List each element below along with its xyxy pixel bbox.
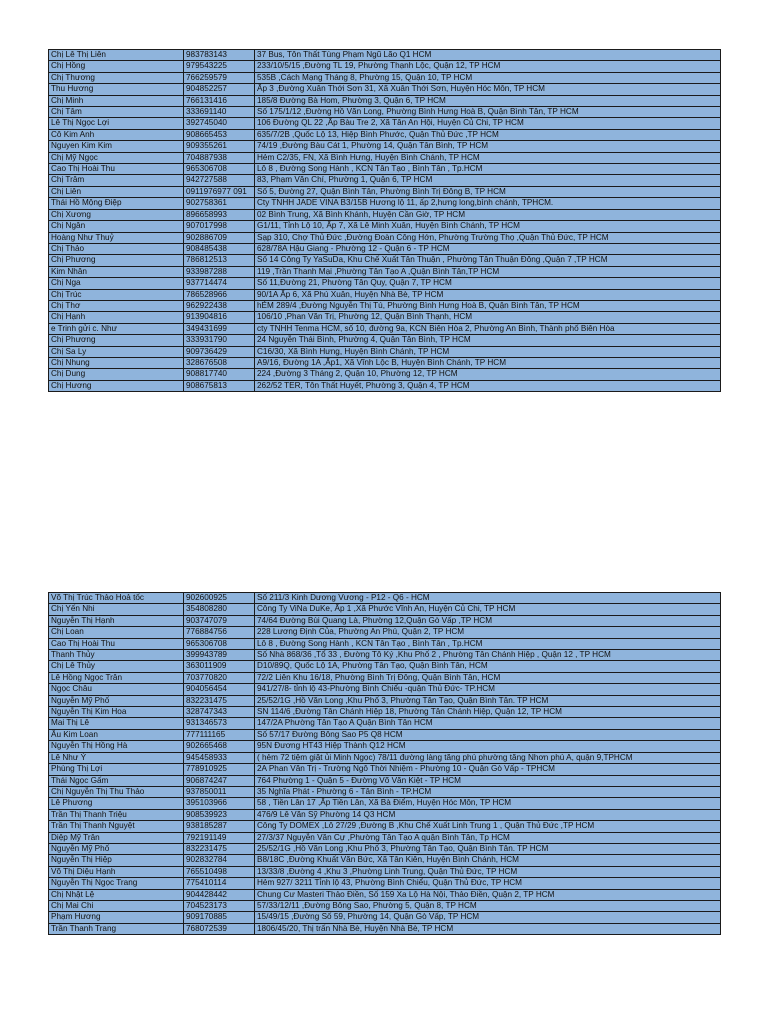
name-cell: Chị Xương [49, 209, 184, 220]
table-row [49, 50, 721, 61]
address-cell: 72/2 Liên Khu 16/18, Phường Bình Trị Đông, Quận Bình Tân, HCM [255, 672, 721, 683]
table-row [49, 95, 721, 106]
table-row [49, 186, 721, 197]
table-row [49, 164, 721, 175]
phone-cell: 908485438 [184, 243, 255, 254]
address-cell: Hẻm C2/35, FN, Xã Bình Hưng, Huyện Bình Chánh, TP HCM [255, 152, 721, 163]
table-row [49, 72, 721, 83]
table-row [49, 335, 721, 346]
name-cell: Cao Thị Hoài Thu [49, 164, 184, 175]
table-row [49, 695, 721, 706]
name-cell: Chị Trúc [49, 289, 184, 300]
table-row [49, 278, 721, 289]
address-cell: G1/11, Tỉnh Lộ 10, Ấp 7, Xã Lê Minh Xuân, Huyện Bình Chánh, TP HCM [255, 221, 721, 232]
table-row [49, 672, 721, 683]
phone-cell: 704523173 [184, 900, 255, 911]
name-cell: Trần Thị Thanh Triệu [49, 809, 184, 820]
table-row [49, 843, 721, 854]
address-cell: Công Ty ViNa DuKe, Ấp 1 ,Xã Phước Vĩnh An, Huyện Củ Chi, TP HCM [255, 604, 721, 615]
phone-cell: 0911976977 091 [184, 186, 255, 197]
phone-cell: 395103966 [184, 798, 255, 809]
table-row [49, 243, 721, 254]
phone-cell: 392745040 [184, 118, 255, 129]
name-cell: Chị Yến Nhi [49, 604, 184, 615]
name-cell: Chị Tâm [49, 107, 184, 118]
address-cell: 83, Phạm Văn Chí, Phường 1, Quận 6, TP HCM [255, 175, 721, 186]
table-row [49, 369, 721, 380]
phone-cell: 902665468 [184, 741, 255, 752]
address-cell: 635/7/2B ,Quốc Lộ 13, Hiệp Bình Phước, Quận Thủ Đức ,TP HCM [255, 129, 721, 140]
name-cell: Nguyễn Thị Ngọc Trang [49, 878, 184, 889]
address-cell: 57/33/12/11 ,Đường Bông Sao, Phường 5, Quận 8, TP HCM [255, 900, 721, 911]
address-cell: 224 ,Đường 3 Tháng 2, Quận 10, Phường 12, TP HCM [255, 369, 721, 380]
address-cell: 147/2A Phường Tân Tạo A Quận Bình Tân HCM [255, 718, 721, 729]
name-cell: Chị Thơ [49, 300, 184, 311]
phone-cell: 904428442 [184, 889, 255, 900]
phone-cell: 786528966 [184, 289, 255, 300]
name-cell: Phạm Hương [49, 912, 184, 923]
table-row [49, 604, 721, 615]
name-cell: Chị Nhật Lệ [49, 889, 184, 900]
phone-cell: 933987288 [184, 266, 255, 277]
name-cell: Võ Thị Diệu Hạnh [49, 866, 184, 877]
address-cell: Lô 8 , Đường Song Hành , KCN Tân Tạo , Bình Tân , Tp.HCM [255, 164, 721, 175]
phone-cell: 704887938 [184, 152, 255, 163]
phone-cell: 775410114 [184, 878, 255, 889]
table-row [49, 809, 721, 820]
phone-cell: 328676508 [184, 357, 255, 368]
phone-cell: 902758361 [184, 198, 255, 209]
phone-cell: 983783143 [184, 50, 255, 61]
phone-cell: 942727588 [184, 175, 255, 186]
name-cell: Âu Kim Loan [49, 729, 184, 740]
table-row [49, 638, 721, 649]
name-cell: Chị Hương [49, 380, 184, 391]
table-row [49, 650, 721, 661]
phone-cell: 768072539 [184, 923, 255, 934]
address-cell: hẺM 289/4 ,Đường Nguyễn Thị Tú, Phường Bình Hưng Hoà B, Quận Bình Tân, TP HCM [255, 300, 721, 311]
phone-cell: 908665453 [184, 129, 255, 140]
table-row [49, 118, 721, 129]
phone-cell: 766259579 [184, 72, 255, 83]
phone-cell: 903747079 [184, 615, 255, 626]
phone-cell: 965306708 [184, 164, 255, 175]
address-cell: 764 Phường 1 - Quận 5 - Đường Võ Văn Kiệt - TP HCM [255, 775, 721, 786]
table-row [49, 357, 721, 368]
phone-cell: 902886709 [184, 232, 255, 243]
phone-cell: 904056454 [184, 684, 255, 695]
name-cell: Trần Thị Thanh Nguyệt [49, 821, 184, 832]
table-row [49, 175, 721, 186]
phone-cell: 349431699 [184, 323, 255, 334]
table-row [49, 923, 721, 934]
phone-cell: 913904816 [184, 312, 255, 323]
address-cell: 262/52 TER, Tôn Thất Huyết, Phường 3, Quận 4, TP HCM [255, 380, 721, 391]
table-row [49, 912, 721, 923]
table-row [49, 107, 721, 118]
address-cell: Số 11,Đường 21, Phường Tân Quy, Quận 7, TP HCM [255, 278, 721, 289]
address-cell: Số 14 Công Ty YaSuDa, Khu Chế Xuất Tân Thuận , Phường Tân Thuận Đông ,Quận 7 ,TP HCM [255, 255, 721, 266]
table-row [49, 152, 721, 163]
address-cell: 25/52/1G ,Hồ Văn Long ,Khu Phố 3, Phường Tân Tạo, Quận Bình Tân. TP HCM [255, 843, 721, 854]
table-row [49, 129, 721, 140]
address-cell: Sạp 310, Chợ Thủ Đức ,Đường Đoàn Công Hớn, Phường Trường Thọ ,Quận Thủ Đức, TP HCM [255, 232, 721, 243]
phone-cell: 766131416 [184, 95, 255, 106]
table-row [49, 889, 721, 900]
address-cell: Số Nhà 868/36 ,Tổ 33 , Đường Tô Ký ,Khu Phố 2 , Phường Tân Chánh Hiệp , Quận 12 , TP HCM [255, 650, 721, 661]
name-cell: Chị Nguyễn Thị Thu Thảo [49, 786, 184, 797]
name-cell: Thái Hồ Mộng Điệp [49, 198, 184, 209]
phone-cell: 328747343 [184, 707, 255, 718]
table-row [49, 232, 721, 243]
name-cell: Chị Phương [49, 335, 184, 346]
table-row [49, 221, 721, 232]
address-cell: cty TNHH Tenma HCM, số 10, đường 9a, KCN Biên Hòa 2, Phường An Bình, Thành phố Biên Hòa [255, 323, 721, 334]
name-cell: Thanh Thủy [49, 650, 184, 661]
phone-cell: 399943789 [184, 650, 255, 661]
address-cell: Ấp 3 ,Đường Xuân Thới Sơn 31, Xã Xuân Thới Sơn, Huyện Hóc Môn, TP HCM [255, 84, 721, 95]
address-cell: 119 ,Trần Thanh Mại ,Phường Tân Tạo A ,Quận Bình Tân,TP HCM [255, 266, 721, 277]
name-cell: Chị Ngân [49, 221, 184, 232]
address-cell: 02 Bình Trung, Xã Bình Khánh, Huyện Cần Giờ, TP HCM [255, 209, 721, 220]
contact-table-2 [48, 592, 721, 935]
name-cell: Chị Mỹ Ngọc [49, 152, 184, 163]
name-cell: Chị Mai Chi [49, 900, 184, 911]
table-row [49, 752, 721, 763]
address-cell: 90/1A Ấp 6, Xã Phú Xuân, Huyện Nhà Bè, TP HCM [255, 289, 721, 300]
phone-cell: 908539923 [184, 809, 255, 820]
address-cell: D10/89Q, Quốc Lộ 1A, Phường Tân Tạo, Quận Bình Tân, HCM [255, 661, 721, 672]
address-cell: 74/19 ,Đường Bàu Cát 1, Phường 14, Quận Tân Bình, TP HCM [255, 141, 721, 152]
name-cell: Nguyễn Thị Hiệp [49, 855, 184, 866]
phone-cell: 703770820 [184, 672, 255, 683]
table-row [49, 209, 721, 220]
address-cell: 185/8 Đường Bà Hom, Phường 3, Quận 6, TP HCM [255, 95, 721, 106]
table-row [49, 729, 721, 740]
address-cell: 25/52/1G ,Hồ Văn Long ,Khu Phố 3, Phường Tân Tạo, Quận Bình Tân. TP HCM [255, 695, 721, 706]
address-cell: Hẻm 927/ 3211 Tỉnh lộ 43, Phường Bình Chiểu, Quận Thủ Đức, TP HCM [255, 878, 721, 889]
phone-cell: 776884756 [184, 627, 255, 638]
table-row [49, 61, 721, 72]
table-row [49, 255, 721, 266]
table-row [49, 878, 721, 889]
phone-cell: 786812513 [184, 255, 255, 266]
name-cell: Chị Sa Ly [49, 346, 184, 357]
table-row [49, 300, 721, 311]
address-cell: 15/49/15 ,Đường Số 59, Phường 14, Quận Gò Vấp, TP HCM [255, 912, 721, 923]
table-row [49, 741, 721, 752]
phone-cell: 333931790 [184, 335, 255, 346]
phone-cell: 906874247 [184, 775, 255, 786]
address-cell: Cty TNHH JADE VINA B3/15B Hương lộ 11, ấp 2,hưng long,bình chánh, TPHCM. [255, 198, 721, 209]
phone-cell: 962922438 [184, 300, 255, 311]
name-cell: Nguyễn Mỹ Phố [49, 695, 184, 706]
name-cell: Chị Liên [49, 186, 184, 197]
address-cell: ( hẻm 72 tiệm giặt ủi Minh Ngọc) 78/11 đường làng tăng phú phường tăng Nhơn phú A, quận 9,TPHCM [255, 752, 721, 763]
table-row [49, 764, 721, 775]
name-cell: Chị Hạnh [49, 312, 184, 323]
name-cell: Chị Thảo [49, 243, 184, 254]
address-cell: A9/16, Đường 1A ,Ấp1, Xã Vĩnh Lộc B, Huyện Bình Chánh, TP HCM [255, 357, 721, 368]
phone-cell: 777111165 [184, 729, 255, 740]
address-cell: 24 Nguyễn Thái Bình, Phường 4, Quận Tân Bình, TP HCM [255, 335, 721, 346]
table-row [49, 627, 721, 638]
phone-cell: 907017998 [184, 221, 255, 232]
phone-cell: 832231475 [184, 695, 255, 706]
address-cell: 2A Phan Văn Trị - Trường Ngô Thời Nhiệm - Phường 10 - Quận Gò Vấp - TPHCM [255, 764, 721, 775]
name-cell: Ngọc Châu [49, 684, 184, 695]
table-row [49, 775, 721, 786]
name-cell: Chị Loan [49, 627, 184, 638]
table-row [49, 141, 721, 152]
table-row [49, 266, 721, 277]
name-cell: Lê Thị Ngọc Lợi [49, 118, 184, 129]
phone-cell: 896658993 [184, 209, 255, 220]
name-cell: Nguyễn Thị Hồng Hà [49, 741, 184, 752]
phone-cell: 902600925 [184, 593, 255, 604]
address-cell: Công Ty DOMEX ,Lô 27/29 ,Đường B ,Khu Chế Xuất Linh Trung 1 , Quận Thủ Đức ,TP HCM [255, 821, 721, 832]
table-row [49, 661, 721, 672]
address-cell: 476/9 Lê Văn Sỹ Phường 14 Q3 HCM [255, 809, 721, 820]
phone-cell: 354808280 [184, 604, 255, 615]
table-row [49, 289, 721, 300]
address-cell: 13/33/8 ,Đường 4 ,Khu 3 ,Phường Linh Trung, Quận Thủ Đức, TP HCM [255, 866, 721, 877]
address-cell: 74/64 Đường Bùi Quang Là, Phường 12,Quận Gò Vấp ,TP HCM [255, 615, 721, 626]
name-cell: Nguyễn Thị Kim Hoa [49, 707, 184, 718]
table-row [49, 707, 721, 718]
phone-cell: 945458933 [184, 752, 255, 763]
address-cell: C16/30, Xã Bình Hưng, Huyện Bình Chánh, TP HCM [255, 346, 721, 357]
phone-cell: 765510498 [184, 866, 255, 877]
contact-table-2-body [49, 593, 721, 935]
name-cell: Chị Thương [49, 72, 184, 83]
name-cell: Chị Dung [49, 369, 184, 380]
address-cell: Số 211/3 Kinh Dương Vương - P12 - Q6 - HCM [255, 593, 721, 604]
table-row [49, 593, 721, 604]
name-cell: Cao Thị Hoài Thu [49, 638, 184, 649]
address-cell: 628/78A Hậu Giang - Phường 12 - Quận 6 - TP HCM [255, 243, 721, 254]
table-row [49, 821, 721, 832]
table-row [49, 198, 721, 209]
contact-table-1-body [49, 50, 721, 392]
address-cell: 37 Bus, Tôn Thất Tùng Phạm Ngũ Lão Q1 HCM [255, 50, 721, 61]
table-row [49, 380, 721, 391]
phone-cell: 778910925 [184, 764, 255, 775]
address-cell: 228 Lương Định Của, Phường An Phú, Quận 2, TP HCM [255, 627, 721, 638]
address-cell: 233/10/5/15 ,Đường TL 19, Phường Thạnh Lộc, Quận 12, TP HCM [255, 61, 721, 72]
name-cell: Trần Thanh Trang [49, 923, 184, 934]
phone-cell: 938185287 [184, 821, 255, 832]
phone-cell: 333691140 [184, 107, 255, 118]
table-row [49, 855, 721, 866]
address-cell: 106 Đường QL 22 ,Ấp Bàu Tre 2, Xã Tân An Hội, Huyện Củ Chi, TP HCM [255, 118, 721, 129]
phone-cell: 908817740 [184, 369, 255, 380]
table-row [49, 323, 721, 334]
table-row [49, 718, 721, 729]
name-cell: Chị Lê Thị Liên [49, 50, 184, 61]
phone-cell: 792191149 [184, 832, 255, 843]
name-cell: Mai Thị Lê [49, 718, 184, 729]
table-row [49, 84, 721, 95]
table-row [49, 684, 721, 695]
phone-cell: 937714474 [184, 278, 255, 289]
address-cell: 106/10 ,Phan Văn Trị, Phường 12, Quận Bình Thạnh, HCM [255, 312, 721, 323]
table-row [49, 798, 721, 809]
name-cell: Cô Kim Anh [49, 129, 184, 140]
name-cell: Diệp Mỹ Trân [49, 832, 184, 843]
address-cell: 535B ,Cách Mạng Tháng 8, Phường 15, Quận 10, TP HCM [255, 72, 721, 83]
address-cell: B8/18C ,Đường Khuất Văn Bức, Xã Tân Kiên, Huyện Bình Chánh, HCM [255, 855, 721, 866]
phone-cell: 965306708 [184, 638, 255, 649]
name-cell: Lê Phương [49, 798, 184, 809]
name-cell: Chị Lê Thủy [49, 661, 184, 672]
contact-table-1 [48, 49, 721, 392]
address-cell: 941/27/8- tỉnh lộ 43-Phường Bình Chiểu -quận Thủ Đức- TP.HCM [255, 684, 721, 695]
name-cell: Chị Hồng [49, 61, 184, 72]
name-cell: Nguyen Kim Kim [49, 141, 184, 152]
name-cell: Hoàng Như Thuỷ [49, 232, 184, 243]
phone-cell: 909355261 [184, 141, 255, 152]
name-cell: Chị Phương [49, 255, 184, 266]
phone-cell: 904852257 [184, 84, 255, 95]
table-row [49, 832, 721, 843]
name-cell: Thu Hương [49, 84, 184, 95]
name-cell: Phùng Thị Lợi [49, 764, 184, 775]
phone-cell: 909170885 [184, 912, 255, 923]
table-row [49, 615, 721, 626]
phone-cell: 363011909 [184, 661, 255, 672]
name-cell: Lê Hồng Ngọc Trân [49, 672, 184, 683]
address-cell: 58 , Tiền Lân 17 ,Ấp Tiền Lân, Xã Bà Điểm, Huyện Hóc Môn, TP HCM [255, 798, 721, 809]
address-cell: 27/3/37 Nguyễn Văn Cự ,Phường Tân Tạo A quận Bình Tân, Tp HCM [255, 832, 721, 843]
phone-cell: 832231475 [184, 843, 255, 854]
table-row [49, 312, 721, 323]
address-cell: 1806/45/20, Thị trấn Nhà Bè, Huyện Nhà Bè, TP HCM [255, 923, 721, 934]
phone-cell: 937850011 [184, 786, 255, 797]
name-cell: Chị Minh [49, 95, 184, 106]
name-cell: Nguyễn Thị Hạnh [49, 615, 184, 626]
name-cell: Võ Thị Trúc Thảo Hoả tốc [49, 593, 184, 604]
table-row [49, 900, 721, 911]
phone-cell: 979543225 [184, 61, 255, 72]
name-cell: Chị Nhung [49, 357, 184, 368]
name-cell: Nguyễn Mỹ Phố [49, 843, 184, 854]
phone-cell: 908675813 [184, 380, 255, 391]
name-cell: e Trinh gửi c. Như [49, 323, 184, 334]
table-row [49, 786, 721, 797]
address-cell: Số 57/17 Đường Bông Sao P5 Q8 HCM [255, 729, 721, 740]
address-cell: Chung Cư Masteri Thảo Điền, Số 159 Xa Lộ Hà Nội, Thảo Điền, Quận 2, TP HCM [255, 889, 721, 900]
table-row [49, 346, 721, 357]
name-cell: Kim Nhân [49, 266, 184, 277]
address-cell: 95N Đương HT43 Hiệp Thành Q12 HCM [255, 741, 721, 752]
address-cell: Số 5, Đường 27, Quận Bình Tân, Phường Bình Trị Đông B, TP HCM [255, 186, 721, 197]
name-cell: Chị Trâm [49, 175, 184, 186]
phone-cell: 909736429 [184, 346, 255, 357]
name-cell: Lê Như Ý [49, 752, 184, 763]
phone-cell: 931346573 [184, 718, 255, 729]
address-cell: 35 Nghĩa Phát - Phường 6 - Tân Bình - TP.HCM [255, 786, 721, 797]
address-cell: Lô 8 , Đường Song Hành , KCN Tân Tạo , Bình Tân , Tp.HCM [255, 638, 721, 649]
table-row [49, 866, 721, 877]
name-cell: Thái Ngọc Gấm [49, 775, 184, 786]
address-cell: Số 175/1/12 ,Đường Hồ Văn Long, Phường Bình Hưng Hoà B, Quận Bình Tân, TP HCM [255, 107, 721, 118]
address-cell: SN 114/6 ,Đường Tân Chánh Hiệp 18, Phường Tân Chánh Hiệp, Quận 12, TP HCM [255, 707, 721, 718]
name-cell: Chị Nga [49, 278, 184, 289]
phone-cell: 902832784 [184, 855, 255, 866]
